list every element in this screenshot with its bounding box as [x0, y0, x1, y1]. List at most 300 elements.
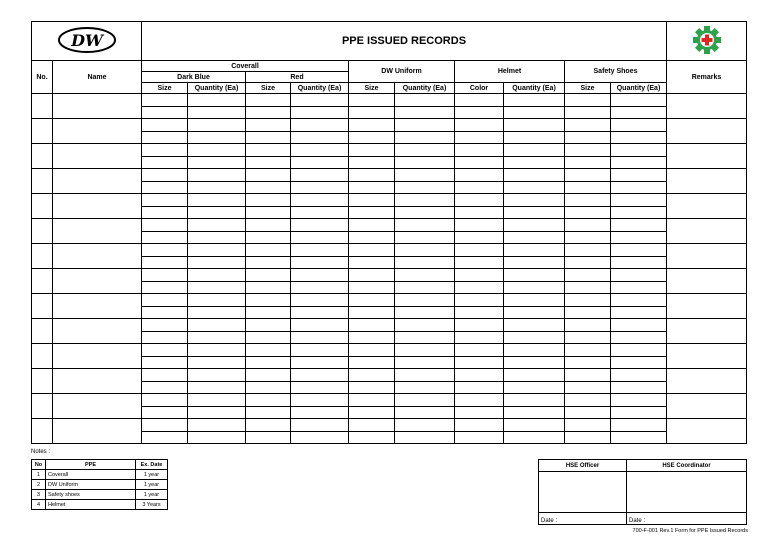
record-entry-cell[interactable]	[142, 156, 188, 169]
record-no-cell[interactable]	[32, 394, 53, 419]
record-entry-cell[interactable]	[246, 319, 291, 332]
record-entry-cell[interactable]	[349, 106, 395, 119]
record-entry-cell[interactable]	[188, 181, 246, 194]
record-entry-cell[interactable]	[565, 306, 611, 319]
record-entry-cell[interactable]	[504, 394, 565, 407]
record-name-cell[interactable]	[53, 169, 142, 194]
record-entry-cell[interactable]	[142, 194, 188, 207]
record-entry-cell[interactable]	[349, 331, 395, 344]
record-entry-cell[interactable]	[188, 431, 246, 444]
record-entry-cell[interactable]	[142, 419, 188, 432]
record-entry-cell[interactable]	[291, 281, 349, 294]
record-entry-cell[interactable]	[246, 306, 291, 319]
record-entry-cell[interactable]	[349, 344, 395, 357]
record-entry-cell[interactable]	[188, 306, 246, 319]
record-entry-cell[interactable]	[395, 394, 455, 407]
record-entry-cell[interactable]	[142, 144, 188, 157]
record-entry-cell[interactable]	[349, 419, 395, 432]
record-entry-cell[interactable]	[455, 356, 504, 369]
record-entry-cell[interactable]	[349, 144, 395, 157]
record-entry-cell[interactable]	[188, 231, 246, 244]
record-entry-cell[interactable]	[455, 131, 504, 144]
record-entry-cell[interactable]	[395, 244, 455, 257]
record-entry-cell[interactable]	[142, 206, 188, 219]
record-entry-cell[interactable]	[504, 256, 565, 269]
record-entry-cell[interactable]	[291, 431, 349, 444]
record-remarks-cell[interactable]	[667, 369, 747, 394]
record-entry-cell[interactable]	[455, 231, 504, 244]
record-entry-cell[interactable]	[142, 119, 188, 132]
record-entry-cell[interactable]	[565, 344, 611, 357]
record-entry-cell[interactable]	[611, 269, 667, 282]
record-entry-cell[interactable]	[455, 119, 504, 132]
record-entry-cell[interactable]	[188, 381, 246, 394]
record-entry-cell[interactable]	[291, 144, 349, 157]
record-entry-cell[interactable]	[611, 356, 667, 369]
record-entry-cell[interactable]	[565, 219, 611, 232]
record-entry-cell[interactable]	[611, 394, 667, 407]
record-entry-cell[interactable]	[246, 269, 291, 282]
record-entry-cell[interactable]	[142, 256, 188, 269]
record-entry-cell[interactable]	[565, 269, 611, 282]
record-entry-cell[interactable]	[246, 219, 291, 232]
record-entry-cell[interactable]	[246, 144, 291, 157]
record-entry-cell[interactable]	[455, 381, 504, 394]
record-entry-cell[interactable]	[611, 431, 667, 444]
record-remarks-cell[interactable]	[667, 169, 747, 194]
record-entry-cell[interactable]	[395, 119, 455, 132]
record-entry-cell[interactable]	[246, 394, 291, 407]
record-entry-cell[interactable]	[504, 181, 565, 194]
record-entry-cell[interactable]	[142, 294, 188, 307]
record-entry-cell[interactable]	[611, 156, 667, 169]
record-entry-cell[interactable]	[349, 181, 395, 194]
record-entry-cell[interactable]	[291, 194, 349, 207]
record-entry-cell[interactable]	[349, 244, 395, 257]
record-entry-cell[interactable]	[565, 119, 611, 132]
record-entry-cell[interactable]	[565, 394, 611, 407]
record-entry-cell[interactable]	[291, 369, 349, 382]
record-entry-cell[interactable]	[349, 394, 395, 407]
record-name-cell[interactable]	[53, 194, 142, 219]
record-entry-cell[interactable]	[565, 106, 611, 119]
record-entry-cell[interactable]	[188, 394, 246, 407]
record-remarks-cell[interactable]	[667, 319, 747, 344]
record-entry-cell[interactable]	[188, 244, 246, 257]
record-name-cell[interactable]	[53, 269, 142, 294]
record-entry-cell[interactable]	[565, 194, 611, 207]
record-name-cell[interactable]	[53, 344, 142, 369]
hse-coordinator-signature-box[interactable]	[627, 472, 747, 513]
record-no-cell[interactable]	[32, 269, 53, 294]
record-entry-cell[interactable]	[504, 331, 565, 344]
record-name-cell[interactable]	[53, 419, 142, 444]
record-entry-cell[interactable]	[565, 419, 611, 432]
record-entry-cell[interactable]	[246, 406, 291, 419]
record-entry-cell[interactable]	[611, 194, 667, 207]
record-entry-cell[interactable]	[455, 194, 504, 207]
record-entry-cell[interactable]	[349, 356, 395, 369]
record-entry-cell[interactable]	[349, 131, 395, 144]
record-entry-cell[interactable]	[246, 106, 291, 119]
record-entry-cell[interactable]	[395, 206, 455, 219]
record-entry-cell[interactable]	[349, 381, 395, 394]
record-entry-cell[interactable]	[142, 244, 188, 257]
record-entry-cell[interactable]	[188, 406, 246, 419]
record-entry-cell[interactable]	[504, 319, 565, 332]
record-entry-cell[interactable]	[188, 281, 246, 294]
record-entry-cell[interactable]	[611, 219, 667, 232]
record-entry-cell[interactable]	[504, 344, 565, 357]
record-entry-cell[interactable]	[504, 156, 565, 169]
record-entry-cell[interactable]	[142, 394, 188, 407]
record-entry-cell[interactable]	[291, 94, 349, 107]
record-entry-cell[interactable]	[455, 344, 504, 357]
record-entry-cell[interactable]	[504, 269, 565, 282]
record-name-cell[interactable]	[53, 144, 142, 169]
record-entry-cell[interactable]	[395, 381, 455, 394]
record-entry-cell[interactable]	[188, 119, 246, 132]
record-entry-cell[interactable]	[349, 269, 395, 282]
record-entry-cell[interactable]	[246, 431, 291, 444]
record-entry-cell[interactable]	[565, 256, 611, 269]
record-entry-cell[interactable]	[188, 219, 246, 232]
record-entry-cell[interactable]	[565, 331, 611, 344]
record-entry-cell[interactable]	[611, 106, 667, 119]
record-name-cell[interactable]	[53, 219, 142, 244]
record-entry-cell[interactable]	[504, 206, 565, 219]
record-entry-cell[interactable]	[291, 181, 349, 194]
record-entry-cell[interactable]	[291, 406, 349, 419]
record-entry-cell[interactable]	[455, 419, 504, 432]
record-remarks-cell[interactable]	[667, 419, 747, 444]
record-entry-cell[interactable]	[188, 144, 246, 157]
record-entry-cell[interactable]	[565, 144, 611, 157]
record-no-cell[interactable]	[32, 144, 53, 169]
record-entry-cell[interactable]	[395, 269, 455, 282]
record-entry-cell[interactable]	[349, 319, 395, 332]
record-entry-cell[interactable]	[565, 156, 611, 169]
record-entry-cell[interactable]	[395, 219, 455, 232]
record-entry-cell[interactable]	[291, 294, 349, 307]
record-entry-cell[interactable]	[611, 381, 667, 394]
record-entry-cell[interactable]	[291, 344, 349, 357]
record-name-cell[interactable]	[53, 294, 142, 319]
record-entry-cell[interactable]	[246, 369, 291, 382]
record-entry-cell[interactable]	[611, 231, 667, 244]
record-entry-cell[interactable]	[504, 244, 565, 257]
record-entry-cell[interactable]	[565, 231, 611, 244]
record-entry-cell[interactable]	[455, 319, 504, 332]
record-entry-cell[interactable]	[395, 181, 455, 194]
record-entry-cell[interactable]	[504, 381, 565, 394]
record-entry-cell[interactable]	[395, 356, 455, 369]
record-entry-cell[interactable]	[291, 219, 349, 232]
record-entry-cell[interactable]	[291, 256, 349, 269]
record-entry-cell[interactable]	[565, 131, 611, 144]
record-entry-cell[interactable]	[349, 156, 395, 169]
record-entry-cell[interactable]	[504, 106, 565, 119]
record-entry-cell[interactable]	[349, 431, 395, 444]
record-entry-cell[interactable]	[395, 169, 455, 182]
record-name-cell[interactable]	[53, 394, 142, 419]
record-entry-cell[interactable]	[611, 244, 667, 257]
record-entry-cell[interactable]	[142, 231, 188, 244]
record-no-cell[interactable]	[32, 244, 53, 269]
record-entry-cell[interactable]	[504, 94, 565, 107]
record-entry-cell[interactable]	[142, 181, 188, 194]
record-entry-cell[interactable]	[188, 344, 246, 357]
record-no-cell[interactable]	[32, 169, 53, 194]
record-entry-cell[interactable]	[504, 219, 565, 232]
record-entry-cell[interactable]	[246, 94, 291, 107]
record-entry-cell[interactable]	[349, 369, 395, 382]
record-entry-cell[interactable]	[142, 381, 188, 394]
record-entry-cell[interactable]	[349, 231, 395, 244]
record-entry-cell[interactable]	[504, 194, 565, 207]
record-entry-cell[interactable]	[611, 369, 667, 382]
record-entry-cell[interactable]	[504, 419, 565, 432]
record-name-cell[interactable]	[53, 94, 142, 119]
record-entry-cell[interactable]	[455, 244, 504, 257]
record-entry-cell[interactable]	[291, 131, 349, 144]
record-entry-cell[interactable]	[246, 344, 291, 357]
record-entry-cell[interactable]	[291, 206, 349, 219]
record-entry-cell[interactable]	[188, 106, 246, 119]
record-entry-cell[interactable]	[188, 419, 246, 432]
record-entry-cell[interactable]	[349, 306, 395, 319]
record-remarks-cell[interactable]	[667, 244, 747, 269]
record-entry-cell[interactable]	[395, 256, 455, 269]
record-no-cell[interactable]	[32, 119, 53, 144]
record-entry-cell[interactable]	[246, 206, 291, 219]
record-entry-cell[interactable]	[349, 194, 395, 207]
record-entry-cell[interactable]	[291, 331, 349, 344]
record-entry-cell[interactable]	[395, 306, 455, 319]
record-entry-cell[interactable]	[349, 169, 395, 182]
record-no-cell[interactable]	[32, 319, 53, 344]
record-entry-cell[interactable]	[349, 406, 395, 419]
record-entry-cell[interactable]	[142, 319, 188, 332]
record-entry-cell[interactable]	[565, 319, 611, 332]
record-no-cell[interactable]	[32, 294, 53, 319]
record-entry-cell[interactable]	[349, 219, 395, 232]
record-entry-cell[interactable]	[504, 356, 565, 369]
record-no-cell[interactable]	[32, 369, 53, 394]
record-entry-cell[interactable]	[291, 419, 349, 432]
record-entry-cell[interactable]	[455, 269, 504, 282]
record-entry-cell[interactable]	[246, 419, 291, 432]
record-entry-cell[interactable]	[455, 294, 504, 307]
record-entry-cell[interactable]	[246, 256, 291, 269]
record-entry-cell[interactable]	[291, 169, 349, 182]
record-entry-cell[interactable]	[349, 256, 395, 269]
record-entry-cell[interactable]	[395, 281, 455, 294]
record-entry-cell[interactable]	[246, 356, 291, 369]
record-entry-cell[interactable]	[291, 106, 349, 119]
record-no-cell[interactable]	[32, 344, 53, 369]
record-entry-cell[interactable]	[455, 156, 504, 169]
record-no-cell[interactable]	[32, 419, 53, 444]
record-entry-cell[interactable]	[246, 244, 291, 257]
record-entry-cell[interactable]	[142, 331, 188, 344]
record-entry-cell[interactable]	[142, 406, 188, 419]
record-entry-cell[interactable]	[611, 169, 667, 182]
record-entry-cell[interactable]	[565, 381, 611, 394]
record-entry-cell[interactable]	[565, 369, 611, 382]
record-entry-cell[interactable]	[246, 119, 291, 132]
record-entry-cell[interactable]	[455, 169, 504, 182]
record-entry-cell[interactable]	[611, 344, 667, 357]
record-entry-cell[interactable]	[504, 144, 565, 157]
record-entry-cell[interactable]	[291, 156, 349, 169]
record-entry-cell[interactable]	[504, 369, 565, 382]
record-entry-cell[interactable]	[565, 431, 611, 444]
record-entry-cell[interactable]	[565, 406, 611, 419]
record-entry-cell[interactable]	[246, 281, 291, 294]
record-entry-cell[interactable]	[455, 306, 504, 319]
record-entry-cell[interactable]	[246, 181, 291, 194]
record-entry-cell[interactable]	[565, 244, 611, 257]
record-entry-cell[interactable]	[246, 381, 291, 394]
record-entry-cell[interactable]	[188, 94, 246, 107]
record-entry-cell[interactable]	[291, 119, 349, 132]
record-remarks-cell[interactable]	[667, 344, 747, 369]
record-entry-cell[interactable]	[395, 419, 455, 432]
record-entry-cell[interactable]	[565, 294, 611, 307]
record-entry-cell[interactable]	[395, 194, 455, 207]
record-entry-cell[interactable]	[188, 369, 246, 382]
record-entry-cell[interactable]	[395, 231, 455, 244]
record-entry-cell[interactable]	[565, 169, 611, 182]
record-name-cell[interactable]	[53, 369, 142, 394]
record-entry-cell[interactable]	[188, 331, 246, 344]
record-entry-cell[interactable]	[291, 381, 349, 394]
record-entry-cell[interactable]	[395, 94, 455, 107]
record-entry-cell[interactable]	[142, 431, 188, 444]
record-entry-cell[interactable]	[455, 144, 504, 157]
record-entry-cell[interactable]	[349, 206, 395, 219]
record-entry-cell[interactable]	[611, 419, 667, 432]
record-no-cell[interactable]	[32, 219, 53, 244]
record-entry-cell[interactable]	[142, 306, 188, 319]
record-entry-cell[interactable]	[246, 194, 291, 207]
record-entry-cell[interactable]	[395, 106, 455, 119]
record-entry-cell[interactable]	[504, 306, 565, 319]
record-entry-cell[interactable]	[611, 181, 667, 194]
record-remarks-cell[interactable]	[667, 394, 747, 419]
record-entry-cell[interactable]	[611, 306, 667, 319]
record-entry-cell[interactable]	[188, 256, 246, 269]
record-entry-cell[interactable]	[188, 131, 246, 144]
record-entry-cell[interactable]	[291, 269, 349, 282]
record-entry-cell[interactable]	[504, 281, 565, 294]
record-entry-cell[interactable]	[246, 231, 291, 244]
record-entry-cell[interactable]	[349, 94, 395, 107]
record-entry-cell[interactable]	[246, 169, 291, 182]
record-entry-cell[interactable]	[291, 394, 349, 407]
record-entry-cell[interactable]	[246, 294, 291, 307]
record-entry-cell[interactable]	[565, 356, 611, 369]
hse-officer-signature-box[interactable]	[539, 472, 627, 513]
record-entry-cell[interactable]	[565, 206, 611, 219]
record-entry-cell[interactable]	[611, 331, 667, 344]
record-entry-cell[interactable]	[142, 344, 188, 357]
record-entry-cell[interactable]	[611, 281, 667, 294]
record-entry-cell[interactable]	[395, 406, 455, 419]
record-entry-cell[interactable]	[611, 119, 667, 132]
record-entry-cell[interactable]	[188, 319, 246, 332]
record-entry-cell[interactable]	[504, 231, 565, 244]
record-entry-cell[interactable]	[188, 356, 246, 369]
record-name-cell[interactable]	[53, 119, 142, 144]
record-entry-cell[interactable]	[142, 106, 188, 119]
record-entry-cell[interactable]	[611, 406, 667, 419]
record-entry-cell[interactable]	[565, 94, 611, 107]
record-no-cell[interactable]	[32, 94, 53, 119]
record-entry-cell[interactable]	[455, 431, 504, 444]
record-entry-cell[interactable]	[246, 156, 291, 169]
record-entry-cell[interactable]	[395, 131, 455, 144]
record-entry-cell[interactable]	[611, 256, 667, 269]
record-entry-cell[interactable]	[142, 269, 188, 282]
record-entry-cell[interactable]	[349, 119, 395, 132]
record-remarks-cell[interactable]	[667, 194, 747, 219]
record-entry-cell[interactable]	[611, 206, 667, 219]
record-remarks-cell[interactable]	[667, 144, 747, 169]
record-entry-cell[interactable]	[611, 94, 667, 107]
record-entry-cell[interactable]	[142, 131, 188, 144]
record-remarks-cell[interactable]	[667, 269, 747, 294]
record-name-cell[interactable]	[53, 244, 142, 269]
record-entry-cell[interactable]	[455, 256, 504, 269]
record-entry-cell[interactable]	[142, 169, 188, 182]
record-entry-cell[interactable]	[188, 169, 246, 182]
record-entry-cell[interactable]	[188, 194, 246, 207]
record-entry-cell[interactable]	[455, 406, 504, 419]
record-entry-cell[interactable]	[504, 119, 565, 132]
record-entry-cell[interactable]	[611, 294, 667, 307]
record-entry-cell[interactable]	[504, 169, 565, 182]
record-remarks-cell[interactable]	[667, 294, 747, 319]
record-entry-cell[interactable]	[504, 431, 565, 444]
record-entry-cell[interactable]	[142, 219, 188, 232]
record-entry-cell[interactable]	[291, 244, 349, 257]
record-entry-cell[interactable]	[395, 369, 455, 382]
record-remarks-cell[interactable]	[667, 94, 747, 119]
record-entry-cell[interactable]	[611, 131, 667, 144]
record-entry-cell[interactable]	[611, 319, 667, 332]
record-entry-cell[interactable]	[395, 319, 455, 332]
record-entry-cell[interactable]	[455, 181, 504, 194]
record-entry-cell[interactable]	[504, 131, 565, 144]
record-entry-cell[interactable]	[455, 106, 504, 119]
record-entry-cell[interactable]	[188, 156, 246, 169]
record-entry-cell[interactable]	[142, 94, 188, 107]
record-entry-cell[interactable]	[565, 281, 611, 294]
record-entry-cell[interactable]	[504, 406, 565, 419]
record-entry-cell[interactable]	[142, 356, 188, 369]
record-entry-cell[interactable]	[455, 281, 504, 294]
record-entry-cell[interactable]	[455, 369, 504, 382]
record-entry-cell[interactable]	[455, 206, 504, 219]
record-entry-cell[interactable]	[142, 369, 188, 382]
record-entry-cell[interactable]	[291, 356, 349, 369]
record-entry-cell[interactable]	[246, 331, 291, 344]
record-entry-cell[interactable]	[455, 94, 504, 107]
record-entry-cell[interactable]	[395, 294, 455, 307]
record-entry-cell[interactable]	[395, 344, 455, 357]
